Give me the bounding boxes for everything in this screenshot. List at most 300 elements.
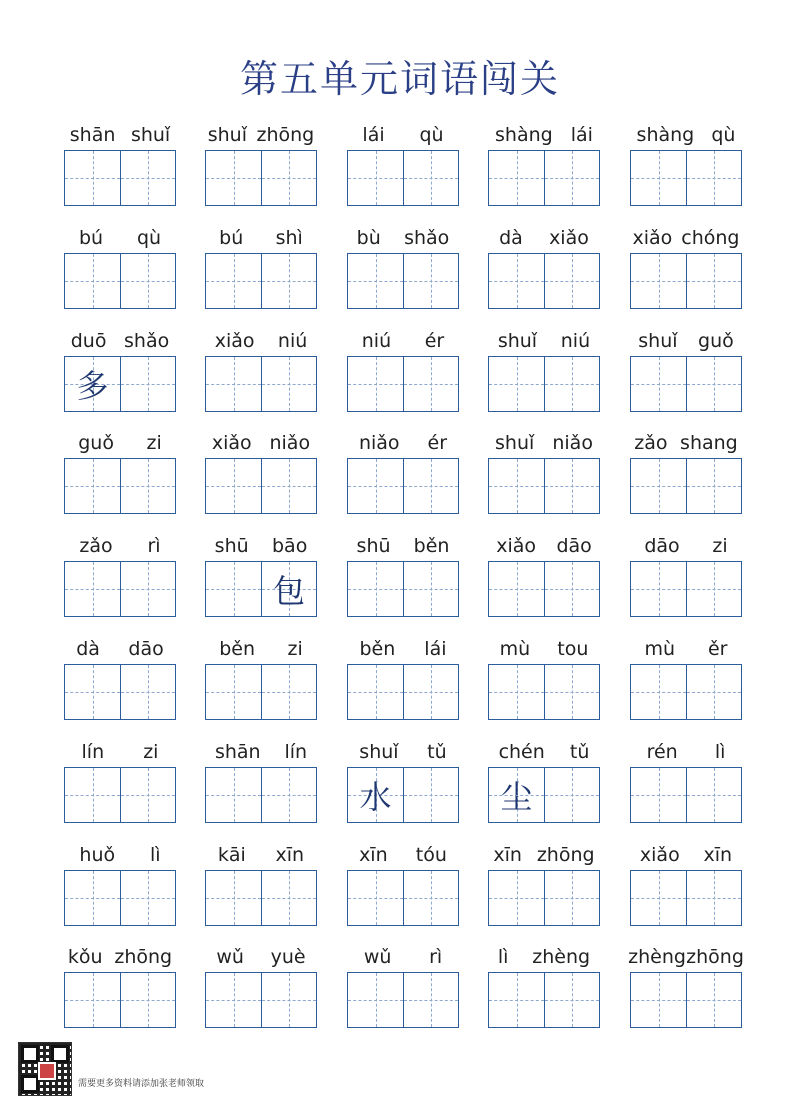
character-box-pair — [64, 253, 176, 309]
word-item — [345, 223, 461, 309]
tianzige-box[interactable] — [65, 562, 120, 616]
word-item — [628, 942, 744, 1028]
pinyin-syllable: zhèng — [628, 946, 686, 968]
pinyin-line — [628, 840, 744, 866]
pinyin-syllable: zǎo — [79, 535, 113, 557]
pinyin-line — [486, 737, 602, 763]
pinyin-syllable: kǒu — [67, 946, 103, 968]
tianzige-box[interactable] — [686, 459, 741, 513]
pinyin-line — [486, 223, 602, 249]
tianzige-box[interactable] — [206, 768, 261, 822]
pinyin-syllable: rì — [429, 946, 443, 968]
tianzige-box[interactable] — [686, 768, 741, 822]
pinyin-line — [203, 942, 319, 968]
word-item — [203, 737, 319, 823]
word-item — [486, 634, 602, 720]
tianzige-box[interactable] — [120, 973, 175, 1027]
tianzige-box[interactable] — [206, 871, 261, 925]
written-character: 包 — [272, 572, 305, 610]
tianzige-box[interactable] — [686, 562, 741, 616]
pinyin-syllable: shuǐ — [359, 741, 399, 763]
word-item — [628, 326, 744, 412]
character-box-pair — [488, 972, 600, 1028]
tianzige-box[interactable] — [544, 562, 599, 616]
pinyin-line — [486, 326, 602, 352]
tianzige-box[interactable] — [403, 768, 458, 822]
pinyin-syllable: niǎo — [552, 432, 593, 454]
character-box-pair — [347, 356, 459, 412]
word-item — [628, 737, 744, 823]
pinyin-line — [62, 634, 178, 660]
tianzige-box[interactable] — [403, 973, 458, 1027]
character-box-pair — [488, 356, 600, 412]
pinyin-syllable: dà — [499, 227, 523, 249]
tianzige-box[interactable] — [120, 562, 175, 616]
pinyin-line — [628, 531, 744, 557]
tianzige-box[interactable] — [631, 768, 686, 822]
pinyin-line — [486, 428, 602, 454]
pinyin-syllable: shān — [214, 741, 261, 763]
tianzige-box[interactable] — [261, 151, 316, 205]
word-item — [345, 634, 461, 720]
character-box-pair — [205, 561, 317, 617]
tianzige-box[interactable] — [348, 973, 403, 1027]
tianzige-box[interactable] — [631, 871, 686, 925]
tianzige-box[interactable] — [489, 459, 544, 513]
tianzige-box[interactable] — [120, 357, 175, 411]
tianzige-box[interactable] — [65, 357, 120, 411]
pinyin-line — [628, 223, 744, 249]
pinyin-syllable: ér — [427, 432, 448, 454]
character-box-pair — [630, 972, 742, 1028]
character-box-pair — [205, 870, 317, 926]
word-item — [486, 840, 602, 926]
pinyin-line — [486, 634, 602, 660]
pinyin-syllable: lái — [424, 638, 447, 660]
pinyin-syllable: xīn — [703, 844, 733, 866]
tianzige-box[interactable] — [631, 562, 686, 616]
character-box-pair — [347, 150, 459, 206]
pinyin-syllable: shuǐ — [207, 124, 247, 146]
character-box-pair — [205, 972, 317, 1028]
word-item — [628, 840, 744, 926]
pinyin-syllable: chén — [498, 741, 545, 763]
word-item — [345, 531, 461, 617]
character-box-pair — [64, 870, 176, 926]
pinyin-line — [345, 634, 461, 660]
pinyin-line — [486, 942, 602, 968]
pinyin-line — [62, 942, 178, 968]
pinyin-syllable: mù — [644, 638, 676, 660]
tianzige-box[interactable] — [544, 973, 599, 1027]
word-item — [62, 326, 178, 412]
character-box-pair — [347, 870, 459, 926]
character-box-pair — [630, 458, 742, 514]
pinyin-syllable: wǔ — [216, 946, 244, 968]
tianzige-box[interactable] — [544, 871, 599, 925]
pinyin-line — [345, 428, 461, 454]
pinyin-syllable: huǒ — [79, 844, 116, 866]
character-box-pair — [64, 561, 176, 617]
pinyin-syllable: shū — [356, 535, 391, 557]
word-item — [628, 428, 744, 514]
pinyin-syllable: shuǐ — [495, 432, 535, 454]
word-item — [345, 326, 461, 412]
character-box-pair — [347, 561, 459, 617]
tianzige-box[interactable] — [206, 357, 261, 411]
word-item — [62, 120, 178, 206]
qr-code-icon — [18, 1042, 72, 1096]
word-item — [345, 840, 461, 926]
tianzige-box[interactable] — [65, 665, 120, 719]
character-box-pair — [488, 253, 600, 309]
tianzige-box[interactable] — [120, 768, 175, 822]
tianzige-box[interactable] — [489, 768, 544, 822]
tianzige-box[interactable] — [261, 973, 316, 1027]
pinyin-syllable: zi — [143, 741, 159, 763]
pinyin-line — [203, 326, 319, 352]
tianzige-box[interactable] — [120, 254, 175, 308]
pinyin-line — [62, 737, 178, 763]
character-box-pair — [205, 458, 317, 514]
tianzige-box[interactable] — [261, 871, 316, 925]
character-box-pair — [488, 150, 600, 206]
page-title: 第五单元词语闯关 — [239, 57, 560, 101]
character-box-pair — [64, 150, 176, 206]
tianzige-box[interactable] — [489, 665, 544, 719]
pinyin-syllable: lì — [714, 741, 726, 763]
tianzige-box[interactable] — [261, 459, 316, 513]
tianzige-box[interactable] — [348, 562, 403, 616]
word-item — [62, 840, 178, 926]
pinyin-line — [203, 428, 319, 454]
tianzige-box[interactable] — [631, 151, 686, 205]
word-item — [345, 120, 461, 206]
pinyin-line — [203, 223, 319, 249]
pinyin-syllable: běn — [219, 638, 256, 660]
tianzige-box[interactable] — [348, 459, 403, 513]
character-box-pair — [64, 664, 176, 720]
tianzige-box[interactable] — [686, 357, 741, 411]
pinyin-syllable: guǒ — [78, 432, 114, 454]
character-box-pair — [347, 972, 459, 1028]
tianzige-box[interactable] — [489, 151, 544, 205]
pinyin-line — [62, 223, 178, 249]
pinyin-syllable: dāo — [644, 535, 680, 557]
pinyin-syllable: niú — [361, 330, 392, 352]
tianzige-box[interactable] — [489, 973, 544, 1027]
word-item — [203, 223, 319, 309]
word-item — [203, 326, 319, 412]
pinyin-syllable: zi — [287, 638, 303, 660]
pinyin-syllable: xiǎo — [639, 844, 680, 866]
pinyin-line — [345, 531, 461, 557]
tianzige-box[interactable] — [261, 357, 316, 411]
word-item — [62, 428, 178, 514]
pinyin-syllable: zhōng — [536, 844, 595, 866]
character-box-pair — [630, 664, 742, 720]
tianzige-box[interactable] — [348, 871, 403, 925]
word-item — [62, 942, 178, 1028]
word-item — [345, 737, 461, 823]
word-item — [203, 942, 319, 1028]
character-box-pair — [630, 253, 742, 309]
tianzige-box[interactable] — [544, 768, 599, 822]
pinyin-syllable: shì — [275, 227, 303, 249]
tianzige-box[interactable] — [65, 768, 120, 822]
tianzige-box[interactable] — [403, 871, 458, 925]
tianzige-box[interactable] — [686, 151, 741, 205]
tianzige-box[interactable] — [120, 665, 175, 719]
tianzige-box[interactable] — [686, 871, 741, 925]
tianzige-box[interactable] — [120, 459, 175, 513]
word-item — [62, 737, 178, 823]
word-item — [628, 634, 744, 720]
pinyin-syllable: xiǎo — [632, 227, 673, 249]
character-box-pair — [347, 664, 459, 720]
word-item — [345, 428, 461, 514]
pinyin-syllable: shuǐ — [638, 330, 678, 352]
tianzige-box[interactable] — [206, 665, 261, 719]
tianzige-box[interactable] — [65, 871, 120, 925]
tianzige-box[interactable] — [261, 665, 316, 719]
pinyin-syllable: lì — [497, 946, 509, 968]
pinyin-syllable: qù — [419, 124, 444, 146]
pinyin-syllable: bù — [356, 227, 381, 249]
tianzige-box[interactable] — [206, 973, 261, 1027]
tianzige-box[interactable] — [403, 254, 458, 308]
character-box-pair — [630, 870, 742, 926]
word-item — [203, 840, 319, 926]
tianzige-box[interactable] — [206, 562, 261, 616]
character-box-pair — [347, 458, 459, 514]
tianzige-box[interactable] — [120, 871, 175, 925]
pinyin-line — [203, 840, 319, 866]
pinyin-line — [345, 120, 461, 146]
character-box-pair — [630, 561, 742, 617]
pinyin-syllable: shǎo — [124, 330, 170, 352]
pinyin-line — [628, 737, 744, 763]
word-item — [345, 942, 461, 1028]
character-box-pair — [205, 356, 317, 412]
pinyin-line — [62, 531, 178, 557]
word-item — [62, 634, 178, 720]
pinyin-syllable: chóng — [681, 227, 740, 249]
tianzige-box[interactable] — [403, 459, 458, 513]
pinyin-syllable: shuǐ — [130, 124, 171, 146]
tianzige-box[interactable] — [65, 151, 120, 205]
pinyin-line — [203, 737, 319, 763]
tianzige-box[interactable] — [544, 151, 599, 205]
tianzige-box[interactable] — [65, 254, 120, 308]
pinyin-syllable: shang — [680, 432, 738, 454]
pinyin-syllable: ěr — [707, 638, 728, 660]
pinyin-syllable: zǎo — [634, 432, 668, 454]
character-box-pair — [630, 767, 742, 823]
tianzige-box[interactable] — [544, 357, 599, 411]
pinyin-syllable: yuè — [270, 946, 306, 968]
pinyin-syllable: lái — [362, 124, 385, 146]
tianzige-box[interactable] — [348, 151, 403, 205]
character-box-pair — [488, 664, 600, 720]
pinyin-syllable: zi — [712, 535, 728, 557]
written-character: 水 — [359, 778, 392, 816]
pinyin-syllable: shàng — [495, 124, 553, 146]
tianzige-box[interactable] — [348, 665, 403, 719]
pinyin-line — [486, 120, 602, 146]
character-box-pair — [205, 150, 317, 206]
pinyin-syllable: tóu — [415, 844, 447, 866]
pinyin-line — [345, 840, 461, 866]
pinyin-line — [628, 326, 744, 352]
pinyin-line — [345, 326, 461, 352]
word-item — [486, 223, 602, 309]
tianzige-box[interactable] — [631, 357, 686, 411]
tianzige-box[interactable] — [544, 254, 599, 308]
tianzige-box[interactable] — [348, 357, 403, 411]
character-box-pair — [205, 664, 317, 720]
pinyin-line — [62, 326, 178, 352]
tianzige-box[interactable] — [120, 151, 175, 205]
pinyin-syllable: rì — [147, 535, 161, 557]
pinyin-syllable: mù — [499, 638, 531, 660]
pinyin-line — [486, 531, 602, 557]
pinyin-syllable: tǔ — [569, 741, 590, 763]
tianzige-box[interactable] — [489, 254, 544, 308]
pinyin-syllable: niú — [277, 330, 308, 352]
pinyin-syllable: zhōng — [686, 946, 744, 968]
pinyin-syllable: xiǎo — [214, 330, 255, 352]
word-item — [486, 531, 602, 617]
pinyin-line — [203, 634, 319, 660]
pinyin-syllable: shàng — [636, 124, 695, 146]
pinyin-line — [345, 942, 461, 968]
character-box-pair — [488, 870, 600, 926]
character-box-pair — [64, 356, 176, 412]
pinyin-line — [628, 428, 744, 454]
tianzige-box[interactable] — [65, 973, 120, 1027]
pinyin-syllable: ér — [424, 330, 445, 352]
character-box-pair — [205, 767, 317, 823]
word-item — [62, 531, 178, 617]
tianzige-box[interactable] — [65, 459, 120, 513]
word-item — [486, 326, 602, 412]
pinyin-syllable: qù — [711, 124, 736, 146]
pinyin-syllable: běn — [359, 638, 396, 660]
tianzige-box[interactable] — [489, 871, 544, 925]
pinyin-line — [486, 840, 602, 866]
pinyin-syllable: tou — [557, 638, 589, 660]
character-box-pair — [488, 458, 600, 514]
word-item — [486, 428, 602, 514]
tianzige-box[interactable] — [403, 562, 458, 616]
pinyin-syllable: xīn — [275, 844, 305, 866]
pinyin-line — [628, 120, 744, 146]
pinyin-syllable: bāo — [272, 535, 308, 557]
word-item — [62, 223, 178, 309]
tianzige-box[interactable] — [261, 254, 316, 308]
word-item — [203, 428, 319, 514]
tianzige-box[interactable] — [544, 665, 599, 719]
tianzige-box[interactable] — [261, 768, 316, 822]
pinyin-syllable: shuǐ — [497, 330, 538, 352]
character-box-pair — [64, 972, 176, 1028]
pinyin-syllable: dāo — [556, 535, 592, 557]
written-character: 尘 — [500, 778, 533, 816]
tianzige-box[interactable] — [686, 665, 741, 719]
pinyin-syllable: duō — [70, 330, 107, 352]
pinyin-syllable: dāo — [128, 638, 164, 660]
word-item — [628, 120, 744, 206]
tianzige-box[interactable] — [261, 562, 316, 616]
pinyin-syllable: bú — [219, 227, 244, 249]
pinyin-line — [203, 531, 319, 557]
tianzige-box[interactable] — [489, 562, 544, 616]
pinyin-syllable: tǔ — [427, 741, 447, 763]
pinyin-syllable: guǒ — [698, 330, 734, 352]
pinyin-syllable: shū — [214, 535, 249, 557]
pinyin-syllable: kāi — [217, 844, 246, 866]
tianzige-box[interactable] — [631, 973, 686, 1027]
pinyin-syllable: rén — [646, 741, 678, 763]
word-item — [203, 634, 319, 720]
pinyin-syllable: lín — [81, 741, 105, 763]
pinyin-syllable: zhōng — [256, 124, 315, 146]
pinyin-syllable: niǎo — [269, 432, 311, 454]
tianzige-box[interactable] — [206, 459, 261, 513]
pinyin-syllable: wǔ — [363, 946, 392, 968]
character-box-pair — [630, 356, 742, 412]
tianzige-box[interactable] — [631, 459, 686, 513]
tianzige-box[interactable] — [631, 665, 686, 719]
pinyin-syllable: lín — [284, 741, 308, 763]
tianzige-box[interactable] — [403, 357, 458, 411]
pinyin-line — [62, 840, 178, 866]
word-item — [486, 737, 602, 823]
character-box-pair — [64, 458, 176, 514]
pinyin-syllable: xīn — [359, 844, 388, 866]
word-item — [628, 223, 744, 309]
tianzige-box[interactable] — [403, 151, 458, 205]
character-box-pair — [488, 561, 600, 617]
character-box-pair — [488, 767, 600, 823]
character-box-pair — [630, 150, 742, 206]
word-item — [486, 942, 602, 1028]
word-item — [203, 531, 319, 617]
tianzige-box[interactable] — [489, 357, 544, 411]
tianzige-box[interactable] — [348, 254, 403, 308]
tianzige-box[interactable] — [544, 459, 599, 513]
tianzige-box[interactable] — [403, 665, 458, 719]
tianzige-box[interactable] — [206, 151, 261, 205]
tianzige-box[interactable] — [631, 254, 686, 308]
tianzige-box[interactable] — [686, 973, 741, 1027]
pinyin-syllable: zhōng — [114, 946, 173, 968]
footer-note: 需要更多资料请添加张老师领取 — [78, 1079, 205, 1089]
pinyin-syllable: xīn — [493, 844, 522, 866]
word-item — [628, 531, 744, 617]
pinyin-line — [62, 120, 178, 146]
pinyin-syllable: lì — [150, 844, 161, 866]
pinyin-syllable: xiǎo — [496, 535, 537, 557]
tianzige-box[interactable] — [348, 768, 403, 822]
character-box-pair — [205, 253, 317, 309]
word-item — [203, 120, 319, 206]
tianzige-box[interactable] — [206, 254, 261, 308]
character-box-pair — [64, 767, 176, 823]
pinyin-line — [628, 634, 744, 660]
tianzige-box[interactable] — [686, 254, 741, 308]
